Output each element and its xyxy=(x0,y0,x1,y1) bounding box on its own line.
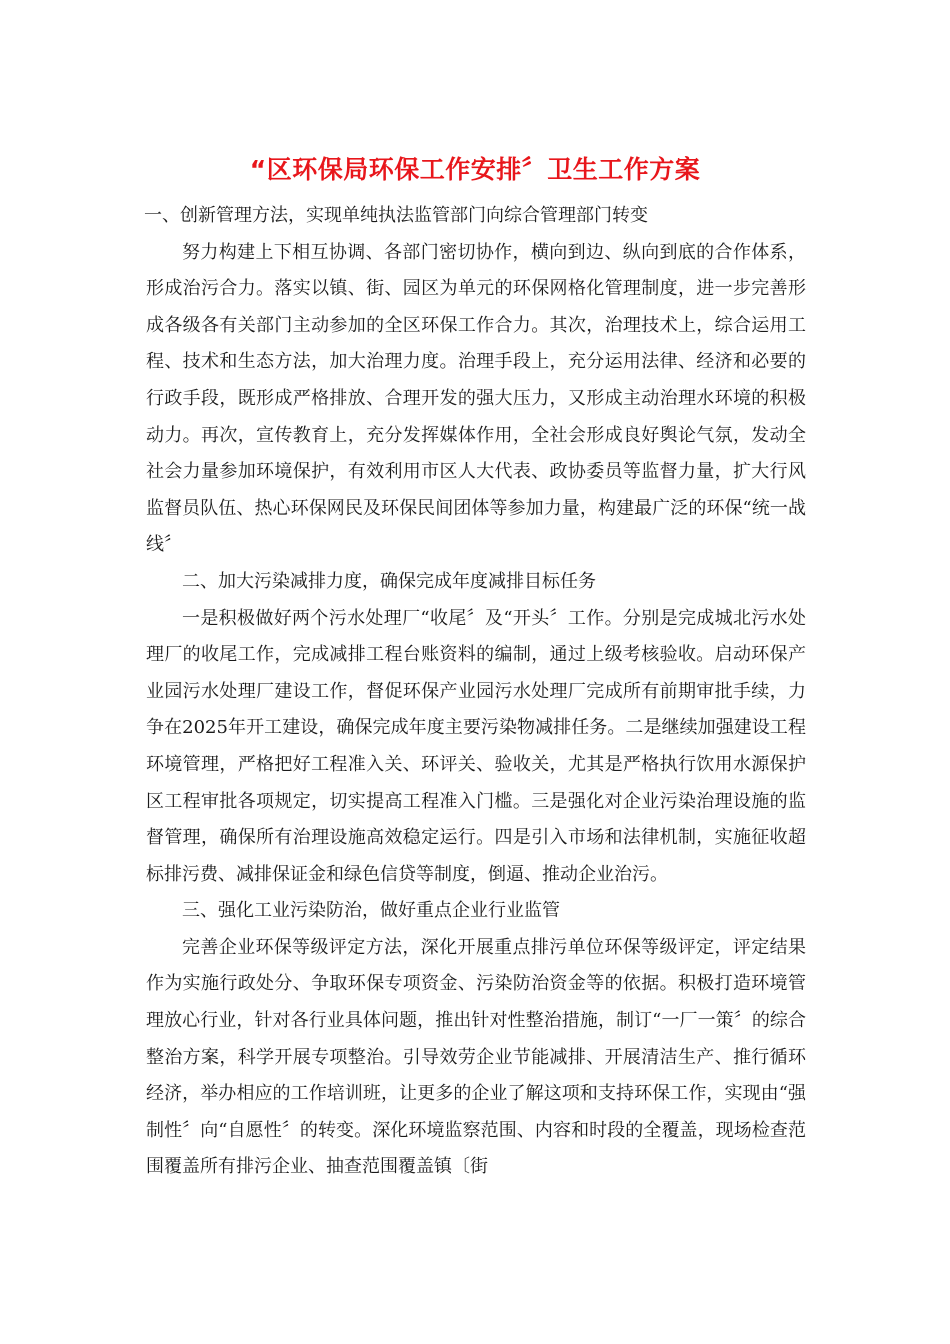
section-heading-3: 三、强化工业污染防治，做好重点企业行业监管 xyxy=(182,900,560,922)
section-heading-1: 一、创新管理方法，实现单纯执法监管部门向综合管理部门转变 xyxy=(144,205,648,226)
section-paragraph-1: 努力构建上下相互协调、各部门密切协作，横向到边、纵向到底的合作体系，形成治污合力。落实以镇、街、园区为单元的环保网格化管理制度，进一步完善形成各级各有关部门主动参加的全区环保工作合力。其次，治理技术上，综合运用工程、技术和生态方法，加大治理力度。治理手段上，充分运用法律、经济和必要的行政手段，既形成严格排放、合理开发的强大压力，又形成主动治理水环境的积极动力。再次，宣传教育上，充分发挥媒体作用，全社会形成良好舆论气氛，发动全社会力量参加环境保护，有效利用市区人大代表、政协委员等监督力量，扩大行风监督员队伍、热心环保网民及环保民间团体等参加力量，构建最广泛的环保“统一战线〞 xyxy=(146,241,806,556)
document-body xyxy=(146,198,806,1186)
section-heading-2: 二、加大污染减排力度，确保完成年度减排目标任务 xyxy=(182,570,596,592)
section-paragraph-3: 完善企业环保等级评定方法，深化开展重点排污单位环保等级评定，评定结果作为实施行政处分、争取环保专项资金、污染防治资金等的依据。积极打造环境管理放心行业，针对各行业具体问题，推出针对性整治措施，制订“一厂一策〞的综合整治方案，科学开展专项整治。引导效劳企业节能减排、开展清洁生产、推行循环经济，举办相应的工作培训班，让更多的企业了解这项和支持环保工作，实现由“强制性〞向“自愿性〞的转变。深化环境监察范围、内容和时段的全覆盖，现场检查范围覆盖所有排污企业、抽查范围覆盖镇〔街 xyxy=(146,936,806,1178)
section-paragraph-2: 一是积极做好两个污水处理厂“收尾〞及“开头〞工作。分别是完成城北污水处理厂的收尾工作，完成减排工程台账资料的编制，通过上级考核验收。启动环保产业园污水处理厂建设工作，督促环保产业园污水处理厂完成所有前期审批手续，力争在2025年开工建设，确保完成年度主要污染物减排任务。二是继续加强建设工程环境管理，严格把好工程准入关、环评关、验收关，尤其是严格执行饮用水源保护区工程审批各项规定，切实提高工程准入门槛。三是强化对企业污染治理设施的监督管理，确保所有治理设施高效稳定运行。四是引入市场和法律机制，实施征收超标排污费、减排保证金和绿色信贷等制度，倒逼、推动企业治污。 xyxy=(146,607,806,885)
document-title: “区环保局环保工作安排〞卫生工作方案 xyxy=(249,155,701,184)
